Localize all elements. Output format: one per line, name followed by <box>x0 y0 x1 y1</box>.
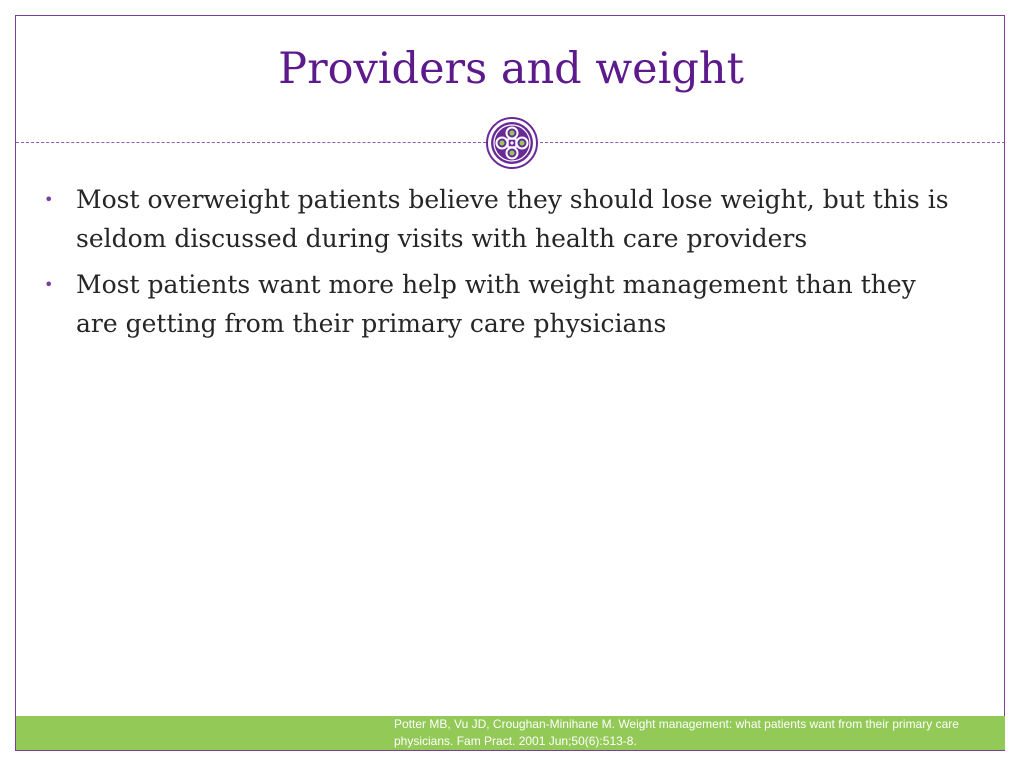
list-item <box>40 265 960 343</box>
list-item <box>40 180 960 258</box>
bullet-text: Most overweight patients believe they should lose weight, but this is seldom discussed during visits with health care providers <box>76 185 949 253</box>
celtic-knot-medallion-icon <box>485 116 539 170</box>
title-divider-right <box>540 142 1005 143</box>
slide-title: Providers and weight <box>278 44 744 94</box>
citation-text: Potter MB, Vu JD, Croughan-Minihane M. Weight management: what patients want from their primary care physicians. Fam Pract. 2001 Jun;50(6):513-8. <box>394 717 959 748</box>
bullet-marker: • <box>44 190 54 209</box>
title-divider-left <box>16 142 486 143</box>
bullet-marker: • <box>44 275 54 294</box>
bullet-text: Most patients want more help with weight management than they are getting from their primary care physicians <box>76 270 916 338</box>
bullet-list <box>40 180 960 350</box>
